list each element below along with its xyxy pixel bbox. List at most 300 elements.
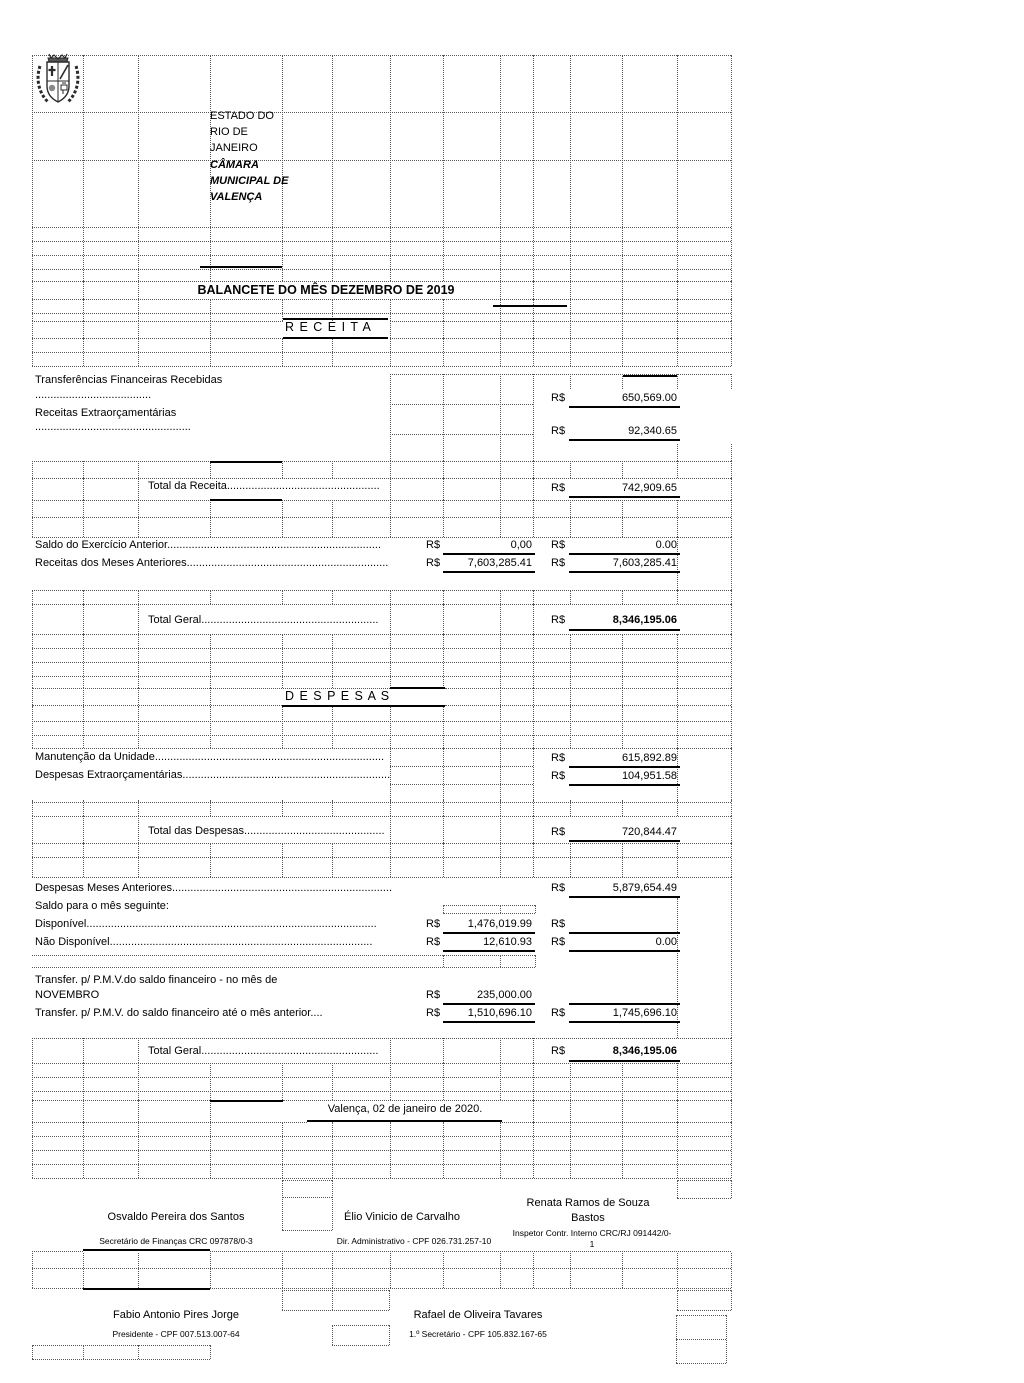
grid-line <box>443 1253 444 1288</box>
grid-line <box>32 1288 83 1289</box>
grid-line <box>83 338 84 366</box>
grid-line <box>32 590 33 604</box>
grid-line <box>210 1122 211 1178</box>
grid-line <box>32 735 731 736</box>
grid-line <box>32 500 33 537</box>
grid-line <box>570 338 571 366</box>
grid-line <box>677 634 678 688</box>
amount-cell <box>426 936 534 950</box>
grid-line <box>390 766 533 767</box>
amount-value: 1,745,696.10 <box>612 1007 677 1019</box>
grid-line <box>731 500 732 537</box>
grid-line <box>32 160 731 161</box>
grid-line <box>443 55 444 281</box>
grid-line <box>731 338 732 366</box>
row-label: Manutenção da Unidade........................................................................... <box>35 751 385 763</box>
grid-line <box>731 877 732 1038</box>
grid-line <box>500 748 501 800</box>
currency-label: R$ <box>426 1007 441 1019</box>
grid-line <box>282 707 283 748</box>
grid-line <box>570 281 571 299</box>
grid-line <box>282 1253 283 1288</box>
grid-line <box>533 748 534 800</box>
grid-line <box>83 1253 84 1288</box>
grid-line <box>622 800 623 816</box>
grid-line <box>731 604 732 634</box>
grid-line <box>731 843 732 877</box>
solid-line <box>569 629 680 631</box>
grid-line <box>445 688 731 689</box>
grid-line <box>622 55 623 281</box>
grid-line <box>210 500 211 537</box>
grid-line <box>731 1180 732 1198</box>
grid-line <box>533 478 534 500</box>
grid-line <box>622 843 623 877</box>
solid-line <box>569 1021 680 1023</box>
grid-line <box>390 55 391 281</box>
amount-value-total: 8,346,195.06 <box>612 614 677 626</box>
solid-line <box>83 1288 210 1290</box>
grid-line <box>332 843 333 877</box>
grid-line <box>500 338 501 366</box>
grid-line <box>138 688 139 707</box>
grid-line <box>138 55 139 281</box>
grid-line <box>443 634 444 688</box>
grid-line <box>32 1077 731 1078</box>
amount-value: 0.00 <box>655 936 677 948</box>
row-label: Não Disponível...................................................................................... <box>35 936 373 948</box>
currency-label: R$ <box>551 770 566 782</box>
grid-line <box>138 800 139 816</box>
grid-line <box>570 1100 571 1122</box>
amount-value: 12,610.93 <box>483 936 532 948</box>
amount-value: 1,510,696.10 <box>467 1007 532 1019</box>
grid-line <box>731 299 732 321</box>
grid-line <box>32 676 731 677</box>
grid-line <box>533 604 534 634</box>
grid-line <box>500 55 501 281</box>
signature-role: Dir. Administrativo - CPF 026.731.257-10 <box>336 1236 492 1246</box>
grid-line <box>500 955 501 967</box>
grid-line <box>622 590 623 604</box>
grid-line <box>500 374 501 461</box>
grid-line <box>32 517 731 518</box>
grid-line <box>677 1253 678 1288</box>
grid-line <box>443 707 444 748</box>
grid-line <box>32 1100 33 1122</box>
grid-line <box>390 299 391 321</box>
grid-line <box>622 634 623 688</box>
solid-line <box>569 571 680 573</box>
currency-label: R$ <box>551 392 566 404</box>
grid-line <box>500 1122 501 1178</box>
solid-line <box>569 439 680 441</box>
grid-line <box>500 299 501 321</box>
grid-line <box>282 1310 389 1311</box>
grid-line <box>32 721 731 722</box>
row-label: Transferências Financeiras Recebidas <box>35 374 223 386</box>
grid-line <box>32 281 33 299</box>
signature-name: Fabio Antonio Pires Jorge <box>113 1309 239 1321</box>
grid-line <box>535 905 536 913</box>
grid-line <box>332 634 333 688</box>
grid-line <box>622 1253 623 1288</box>
grid-line <box>500 816 501 843</box>
currency-label: R$ <box>551 918 566 930</box>
grid-line <box>500 321 501 338</box>
amount-value: 7,603,285.41 <box>612 557 677 569</box>
grid-line <box>83 55 84 281</box>
grid-line <box>32 967 535 968</box>
amount-cell <box>551 752 679 766</box>
grid-line <box>500 461 501 478</box>
grid-line <box>83 707 84 748</box>
grid-line <box>500 604 501 634</box>
grid-line <box>570 461 571 478</box>
grid-line <box>500 478 501 500</box>
grid-line <box>677 800 678 816</box>
grid-line <box>731 1290 732 1310</box>
grid-line <box>390 321 391 338</box>
row-label: Despesas Extraorçamentárias.................................................................... <box>35 769 391 781</box>
grid-line <box>210 634 211 688</box>
grid-line <box>32 478 731 479</box>
grid-line <box>32 634 731 635</box>
grid-line <box>622 688 623 707</box>
grid-line <box>533 299 534 321</box>
currency-label: R$ <box>551 826 566 838</box>
grid-line <box>332 500 333 537</box>
grid-line <box>210 461 211 478</box>
grid-line <box>138 500 139 537</box>
grid-line <box>32 705 282 706</box>
solid-line <box>443 950 535 952</box>
coat-of-arms-logo <box>34 52 82 113</box>
solid-line <box>569 496 680 498</box>
grid-line <box>570 843 571 877</box>
grid-line <box>677 1310 731 1311</box>
grid-line <box>32 707 33 748</box>
grid-line <box>282 1197 332 1198</box>
grid-line <box>210 1063 211 1100</box>
grid-line <box>83 478 84 500</box>
grid-line <box>83 1038 84 1063</box>
row-label: Total das Despesas.............................................. <box>148 825 385 837</box>
grid-line <box>83 1122 84 1178</box>
solid-line <box>569 840 680 842</box>
document-title: BALANCETE DO MÊS DEZEMBRO DE 2019 <box>197 283 455 297</box>
grid-line <box>500 1063 501 1100</box>
grid-line <box>138 321 139 338</box>
amount-value: 1,476,019.99 <box>467 918 532 930</box>
grid-line <box>282 299 283 321</box>
grid-line <box>83 281 84 299</box>
grid-line <box>32 1136 731 1137</box>
grid-line <box>282 1180 332 1181</box>
grid-line <box>210 590 211 604</box>
amount-cell <box>426 989 534 1003</box>
amount-cell <box>426 918 534 932</box>
signature-role: Inspetor Contr. Interno CRC/RJ 091442/0-1 <box>512 1228 672 1249</box>
grid-line <box>32 604 33 634</box>
signature-name: Osvaldo Pereira dos Santos <box>107 1211 245 1223</box>
grid-line <box>32 1122 33 1178</box>
signature-name: Renata Ramos de Souza Bastos <box>526 1197 650 1224</box>
row-label: Receitas Extraorçamentárias <box>35 407 177 419</box>
grid-line <box>677 374 678 389</box>
grid-line <box>32 500 731 501</box>
grid-line <box>500 634 501 688</box>
amount-cell <box>551 882 679 896</box>
grid-line <box>283 1100 731 1101</box>
row-label: Despesas Meses Anteriores........................................................................ <box>35 882 392 894</box>
grid-line <box>32 241 731 242</box>
grid-line <box>677 444 678 461</box>
signature-name: Rafael de Oliveira Tavares <box>413 1309 543 1321</box>
row-dots: ................................................... <box>35 421 191 433</box>
currency-label: R$ <box>551 936 566 948</box>
grid-line <box>210 800 211 816</box>
grid-line <box>500 905 501 913</box>
grid-line <box>390 434 533 435</box>
grid-line <box>390 634 391 688</box>
grid-line <box>622 500 623 537</box>
solid-line <box>210 499 282 501</box>
grid-line <box>731 1253 732 1288</box>
grid-line <box>282 1063 283 1100</box>
grid-line <box>533 321 534 338</box>
solid-line <box>282 705 445 707</box>
row-label: Total da Receita.................................................. <box>148 480 380 492</box>
grid-line <box>570 590 571 604</box>
grid-line <box>390 338 731 339</box>
grid-line <box>390 374 731 375</box>
grid-line <box>282 800 283 816</box>
currency-label: R$ <box>551 425 566 437</box>
grid-line <box>677 321 678 338</box>
grid-line <box>390 604 391 634</box>
grid-line <box>533 374 534 461</box>
grid-line <box>443 913 535 914</box>
grid-line <box>32 55 731 56</box>
grid-line <box>443 905 535 906</box>
grid-line <box>622 299 623 321</box>
grid-line <box>390 707 391 748</box>
grid-line <box>443 1063 444 1100</box>
grid-line <box>210 1288 731 1289</box>
grid-line <box>731 590 732 604</box>
grid-line <box>390 590 391 604</box>
grid-line <box>32 269 731 270</box>
grid-line <box>32 1091 731 1092</box>
row-label: NOVEMBRO <box>35 989 100 1001</box>
grid-line <box>32 478 33 500</box>
grid-line <box>83 500 84 537</box>
grid-line <box>622 707 623 748</box>
grid-line <box>622 1100 623 1122</box>
grid-line <box>332 461 333 478</box>
row-label: Transfer. p/ P.M.V. do saldo financeiro até o mês anterior.... <box>35 1007 323 1019</box>
grid-line <box>570 800 571 816</box>
grid-line <box>138 590 139 604</box>
grid-line <box>210 338 211 366</box>
grid-line <box>500 707 501 748</box>
receita-heading: R E C E I T A <box>285 320 372 334</box>
grid-line <box>32 843 731 844</box>
grid-line <box>32 1038 33 1063</box>
currency-label: R$ <box>551 1007 566 1019</box>
grid-line <box>731 707 732 748</box>
grid-line <box>731 634 732 688</box>
grid-line <box>622 1063 623 1100</box>
grid-line <box>443 299 444 321</box>
grid-line <box>570 55 571 281</box>
grid-line <box>332 338 333 366</box>
grid-line <box>138 707 139 748</box>
grid-line <box>570 1122 571 1178</box>
grid-line <box>390 461 391 478</box>
grid-line <box>677 590 678 604</box>
grid-line <box>443 1122 444 1178</box>
grid-line <box>390 1253 391 1288</box>
amount-cell <box>551 826 679 840</box>
grid-line <box>210 843 211 877</box>
solid-line <box>443 1021 535 1023</box>
grid-line <box>83 604 84 634</box>
grid-line <box>500 688 501 707</box>
grid-line <box>32 1178 731 1179</box>
grid-line <box>731 537 732 590</box>
grid-line <box>726 1315 727 1363</box>
grid-line <box>731 1063 732 1100</box>
grid-line <box>282 590 283 604</box>
grid-line <box>83 688 84 707</box>
solid-line <box>569 784 680 786</box>
grid-line <box>83 461 84 478</box>
grid-line <box>32 255 731 256</box>
grid-line <box>533 461 534 478</box>
grid-line <box>138 634 139 688</box>
solid-line <box>569 1060 680 1062</box>
grid-line <box>83 816 84 843</box>
grid-line <box>500 1038 501 1063</box>
grid-line <box>731 461 732 478</box>
amount-value: 720,844.47 <box>621 826 677 838</box>
grid-line <box>32 1100 210 1101</box>
row-label: Total Geral.......................................................... <box>148 614 379 626</box>
solid-line <box>569 553 680 555</box>
amount-value-total: 8,346,195.06 <box>612 1045 677 1057</box>
grid-line <box>390 1038 391 1063</box>
grid-line <box>32 366 731 367</box>
grid-line <box>533 281 534 299</box>
grid-line <box>32 227 731 228</box>
currency-label: R$ <box>551 752 566 764</box>
grid-line <box>443 500 444 537</box>
amount-cell <box>551 770 679 784</box>
grid-line <box>32 1164 731 1165</box>
grid-line <box>332 1290 333 1310</box>
grid-line <box>32 955 535 956</box>
solid-line <box>390 687 445 689</box>
grid-line <box>138 1100 139 1122</box>
grid-line <box>210 707 211 748</box>
amount-cell <box>551 936 679 950</box>
grid-line <box>138 604 139 634</box>
grid-line <box>570 299 571 321</box>
grid-line <box>32 537 731 538</box>
solid-line <box>307 1120 502 1122</box>
grid-line <box>390 816 391 843</box>
grid-line <box>138 1122 139 1178</box>
currency-label: R$ <box>551 882 566 894</box>
grid-line <box>138 281 139 299</box>
row-label: Saldo para o mês seguinte: <box>35 900 169 912</box>
grid-line <box>570 634 571 688</box>
grid-line <box>32 1345 33 1359</box>
amount-cell <box>551 1045 679 1059</box>
grid-line <box>731 1100 732 1122</box>
grid-line <box>138 1345 139 1359</box>
grid-line <box>32 55 33 281</box>
row-dots: ...................................... <box>35 389 152 401</box>
grid-line <box>32 800 33 816</box>
solid-line <box>200 266 282 268</box>
row-label: Total Geral.......................................................... <box>148 1045 379 1057</box>
grid-line <box>83 843 84 877</box>
grid-line <box>731 816 732 843</box>
grid-line <box>533 55 534 281</box>
grid-line <box>282 1122 283 1178</box>
amount-cell <box>551 482 679 496</box>
grid-line <box>443 816 444 843</box>
grid-line <box>500 1253 501 1288</box>
grid-line <box>138 338 139 366</box>
grid-line <box>677 1100 678 1122</box>
amount-value: 0.00 <box>655 539 677 551</box>
currency-label: R$ <box>551 1045 566 1057</box>
grid-line <box>390 404 533 405</box>
grid-line <box>32 313 731 314</box>
grid-line <box>390 338 391 366</box>
grid-line <box>731 281 732 299</box>
grid-line <box>32 338 283 339</box>
row-label: Saldo do Exercício Anterior...................................................................... <box>35 539 382 551</box>
grid-line <box>443 590 444 604</box>
solid-line <box>443 1003 535 1005</box>
grid-line <box>332 299 333 321</box>
grid-line <box>622 374 623 389</box>
grid-line <box>390 800 391 816</box>
grid-line <box>210 688 211 707</box>
grid-line <box>210 1345 211 1359</box>
grid-line <box>533 688 534 707</box>
grid-line <box>677 1290 731 1291</box>
grid-line <box>390 321 731 322</box>
grid-line <box>282 1180 283 1230</box>
grid-line <box>443 461 444 478</box>
amount-cell <box>551 539 679 553</box>
grid-line <box>676 1315 677 1363</box>
solid-line <box>493 305 567 307</box>
grid-line <box>32 321 33 338</box>
grid-line <box>138 478 139 500</box>
grid-line <box>32 1063 731 1064</box>
grid-line <box>677 1180 731 1181</box>
grid-line <box>622 338 623 366</box>
grid-line <box>533 1100 534 1122</box>
grid-line <box>677 843 678 877</box>
